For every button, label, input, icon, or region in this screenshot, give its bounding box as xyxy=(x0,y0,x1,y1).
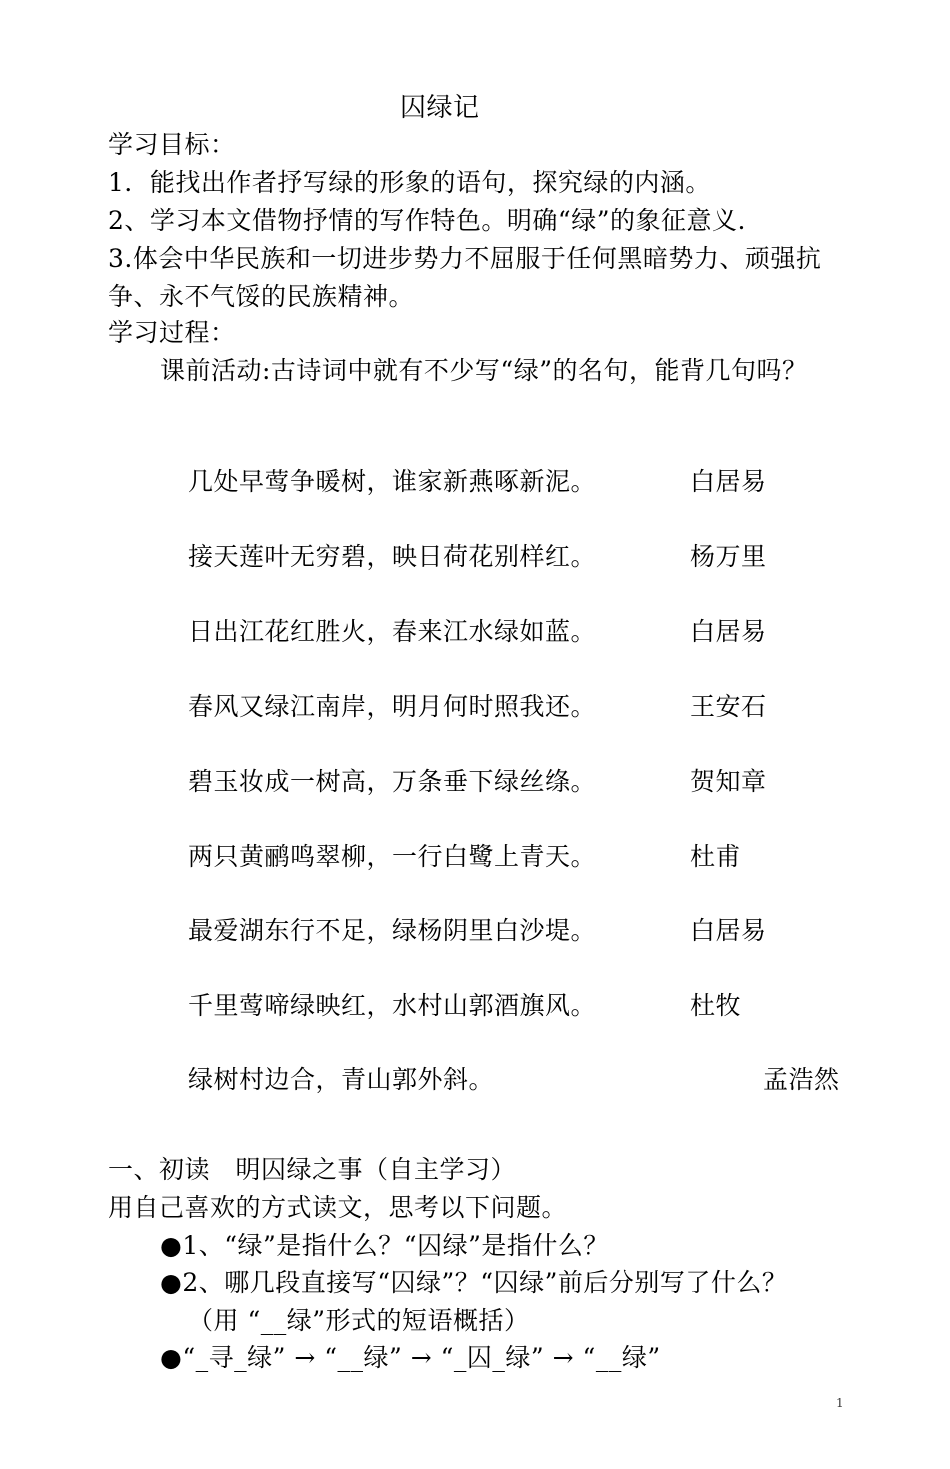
question-1 xyxy=(160,1228,609,1264)
poem-line: 千里莺啼绿映红，水村山郭酒旗风。 xyxy=(188,991,597,1020)
objective-item-3: 3.体会中华民族和一切进步势力不屈服于任何黑暗势力、顽强抗 xyxy=(108,244,822,273)
poem-line: 接天莲叶无穷碧，映日荷花别样红。 xyxy=(188,542,597,571)
sequence-text: “_寻_绿” → “__绿” → “_囚_绿” → “__绿” xyxy=(182,1343,661,1372)
objective-item-3-continued: 争、永不气馁的民族精神。 xyxy=(108,282,415,311)
poem-author: 杨万里 xyxy=(690,542,767,571)
question-1-text: 1、“绿”是指什么？“囚绿”是指什么？ xyxy=(182,1231,609,1260)
poem-line: 日出江花红胜火，春来江水绿如蓝。 xyxy=(188,617,597,646)
objective-item-1: 1．能找出作者抒写绿的形象的语句，探究绿的内涵。 xyxy=(108,168,711,197)
poem-author: 王安石 xyxy=(690,692,767,721)
objective-item-2: 2、学习本文借物抒情的写作特色。明确“绿”的象征意义. xyxy=(108,206,746,235)
poem-line: 几处早莺争暖树，谁家新燕啄新泥。 xyxy=(188,467,597,496)
bullet-icon: ● xyxy=(160,1268,183,1297)
page-number: 1 xyxy=(836,1396,844,1410)
question-2 xyxy=(160,1265,787,1301)
pre-class-activity: 课前活动:古诗词中就有不少写“绿”的名句，能背几句吗？ xyxy=(160,356,808,385)
poem-line: 两只黄鹂鸣翠柳，一行白鹭上青天。 xyxy=(188,842,597,871)
poem-author: 白居易 xyxy=(690,467,767,496)
poem-author: 白居易 xyxy=(690,916,767,945)
poem-author: 杜牧 xyxy=(690,991,742,1020)
page-title: 囚绿记 xyxy=(400,93,480,123)
objectives-heading: 学习目标： xyxy=(108,130,236,159)
poem-line: 最爱湖东行不足，绿杨阴里白沙堤。 xyxy=(188,916,597,945)
section-heading: 一、初读 明囚绿之事（自主学习） xyxy=(108,1155,517,1184)
question-2-note: （用 “__绿”形式的短语概括） xyxy=(188,1306,530,1335)
poem-author: 杜甫 xyxy=(690,842,742,871)
poem-author: 白居易 xyxy=(690,617,767,646)
poem-line: 绿树村边合，青山郭外斜。 xyxy=(188,1065,495,1094)
poem-line: 春风又绿江南岸，明月何时照我还。 xyxy=(188,692,597,721)
poem-author: 孟浩然 xyxy=(763,1065,840,1094)
process-heading: 学习过程： xyxy=(108,318,236,347)
bullet-icon: ● xyxy=(160,1231,183,1260)
section-intro: 用自己喜欢的方式读文，思考以下问题。 xyxy=(108,1193,568,1222)
bullet-icon: ● xyxy=(160,1343,183,1372)
poem-line: 碧玉妆成一树高，万条垂下绿丝绦。 xyxy=(188,767,597,796)
sequence-line xyxy=(160,1340,661,1376)
question-2-text: 2、哪几段直接写“囚绿”？“囚绿”前后分别写了什么？ xyxy=(182,1268,788,1297)
poem-author: 贺知章 xyxy=(690,767,767,796)
